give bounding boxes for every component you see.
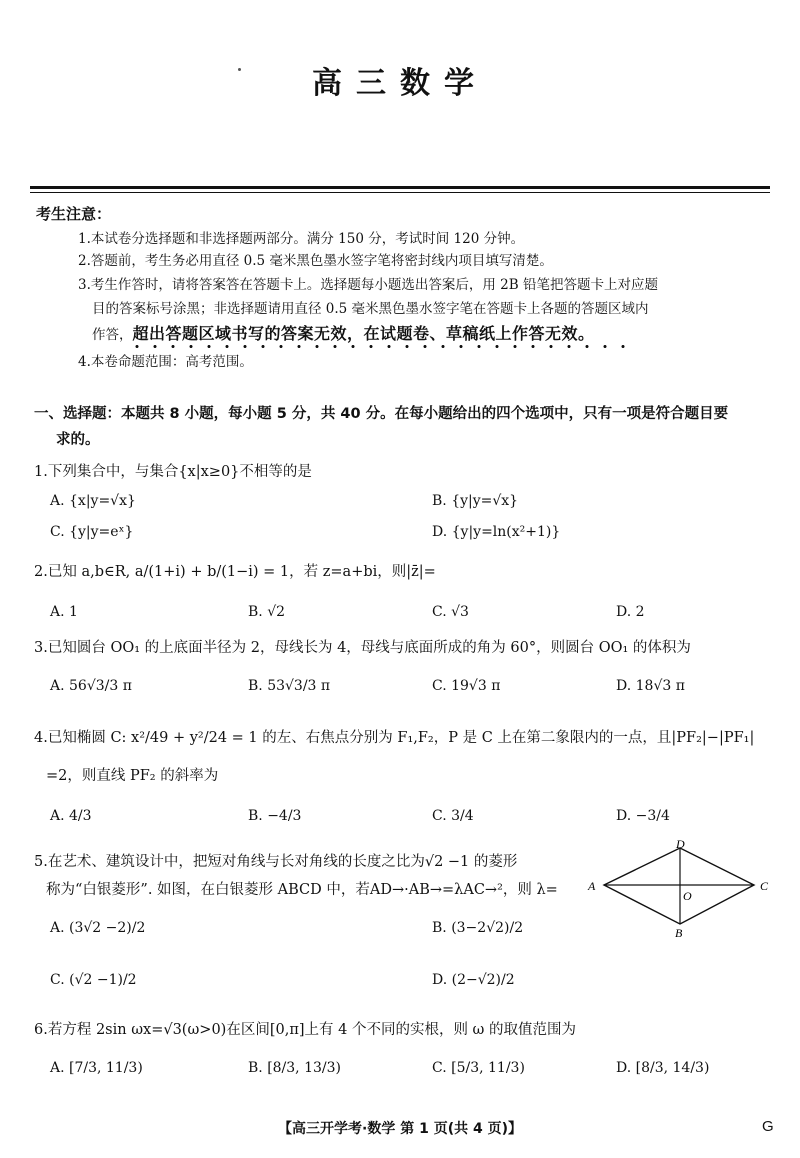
- question-2-option-c: C. √3: [432, 604, 469, 620]
- question-5-stem-line1: 5.在艺术、建筑设计中，把短对角线与长对角线的长度之比为√2 −1 的菱形: [34, 854, 518, 870]
- question-1-stem: 1.下列集合中，与集合{x|x≥0}不相等的是: [34, 464, 312, 480]
- question-2-option-a: A. 1: [50, 604, 78, 620]
- section-heading-line2: 求的。: [56, 432, 100, 448]
- notice-item-3-line1: 3.考生作答时，请将答案答在答题卡上。选择题每小题选出答案后，用 2B 铅笔把答题卡上对应题: [78, 277, 658, 293]
- question-4-option-a: A. 4/3: [50, 808, 92, 824]
- rhombus-figure: [582, 838, 782, 940]
- question-3-option-c: C. 19√3 π: [432, 678, 501, 694]
- vertex-label-d: D: [676, 838, 685, 851]
- question-3-option-d: D. 18√3 π: [616, 678, 685, 694]
- notice-item-4: 4.本卷命题范围：高考范围。: [78, 354, 253, 370]
- question-5-stem-line2: 称为“白银菱形”. 如图，在白银菱形 ABCD 中，若AD→·AB→=λAC→²，则 λ=: [46, 882, 558, 898]
- notice-item-3-tail-plain: 作答，: [92, 327, 133, 343]
- section-heading-line1: 一、选择题：本题共 8 小题，每小题 5 分，共 40 分。在每小题给出的四个选项中，只有一项是符合题目要: [34, 406, 729, 422]
- question-6-stem: 6.若方程 2sin ωx=√3(ω>0)在区间[0,π]上有 4 个不同的实根，则 ω 的取值范围为: [34, 1022, 576, 1038]
- question-3-option-b: B. 53√3/3 π: [248, 678, 331, 694]
- question-4-option-c: C. 3/4: [432, 808, 474, 824]
- vertex-label-c: C: [760, 879, 769, 893]
- rhombus-outline: [604, 848, 754, 924]
- page-footer: 【高三开学考·数学 第 1 页(共 4 页)】: [278, 1121, 522, 1137]
- question-6-option-c: C. [5/3, 11/3): [432, 1060, 525, 1076]
- question-6-option-b: B. [8/3, 13/3): [248, 1060, 341, 1076]
- notice-item-2: 2.答题前，考生务必用直径 0.5 毫米黑色墨水签字笔将密封线内项目填写清楚。: [78, 253, 553, 269]
- question-4-stem-line2: =2，则直线 PF₂ 的斜率为: [46, 768, 219, 784]
- notice-item-1: 1.本试卷分选择题和非选择题两部分。满分 150 分，考试时间 120 分钟。: [78, 231, 525, 247]
- question-2-option-b: B. √2: [248, 604, 286, 620]
- question-3-option-a: A. 56√3/3 π: [50, 678, 132, 694]
- vertex-label-a: A: [588, 879, 596, 893]
- divider-thin: [30, 192, 770, 193]
- page-title: 高三数学: [312, 66, 488, 101]
- vertex-label-b: B: [675, 926, 683, 940]
- question-2-option-d: D. 2: [616, 604, 645, 620]
- question-2-stem: 2.已知 a,b∈R, a/(1+i) + b/(1−i) = 1，若 z=a+bi，则|z̄|=: [34, 564, 436, 580]
- question-4-option-d: D. −3/4: [616, 808, 670, 824]
- question-3-stem: 3.已知圆台 OO₁ 的上底面半径为 2，母线长为 4，母线与底面所成的角为 60°，则圆台 OO₁ 的体积为: [34, 640, 691, 656]
- notice-item-3-line3: [92, 321, 595, 345]
- question-5-option-c: C. (√2 −1)/2: [50, 972, 137, 988]
- emphasis-dots: [128, 345, 638, 348]
- notice-item-3-line2: 目的答案标号涂黑；非选择题请用直径 0.5 毫米黑色墨水签字笔在答题卡上各题的答题区域内: [92, 301, 649, 317]
- center-label-o: O: [683, 889, 692, 903]
- notice-item-3-tail-bold: 超出答题区域书写的答案无效，在试题卷、草稿纸上作答无效。: [132, 324, 595, 343]
- question-5-option-d: D. (2−√2)/2: [432, 972, 515, 988]
- version-letter: G: [762, 1118, 774, 1135]
- question-4-stem-line1: 4.已知椭圆 C: x²/49 + y²/24 = 1 的左、右焦点分别为 F₁,F₂，P 是 C 上在第二象限内的一点，且|PF₂|−|PF₁|: [34, 730, 755, 746]
- question-6-option-a: A. [7/3, 11/3): [50, 1060, 143, 1076]
- question-1-option-d: D. {y|y=ln(x²+1)}: [432, 524, 561, 540]
- notice-heading: 考生注意：: [36, 205, 112, 223]
- question-5-option-b: B. (3−2√2)/2: [432, 920, 524, 936]
- question-1-option-a: A. {x|y=√x}: [50, 493, 136, 509]
- question-1-option-b: B. {y|y=√x}: [432, 493, 519, 509]
- question-1-option-c: C. {y|y=eˣ}: [50, 524, 134, 540]
- question-6-option-d: D. [8/3, 14/3): [616, 1060, 710, 1076]
- question-5-option-a: A. (3√2 −2)/2: [50, 920, 146, 936]
- question-4-option-b: B. −4/3: [248, 808, 302, 824]
- divider-thick: [30, 186, 770, 189]
